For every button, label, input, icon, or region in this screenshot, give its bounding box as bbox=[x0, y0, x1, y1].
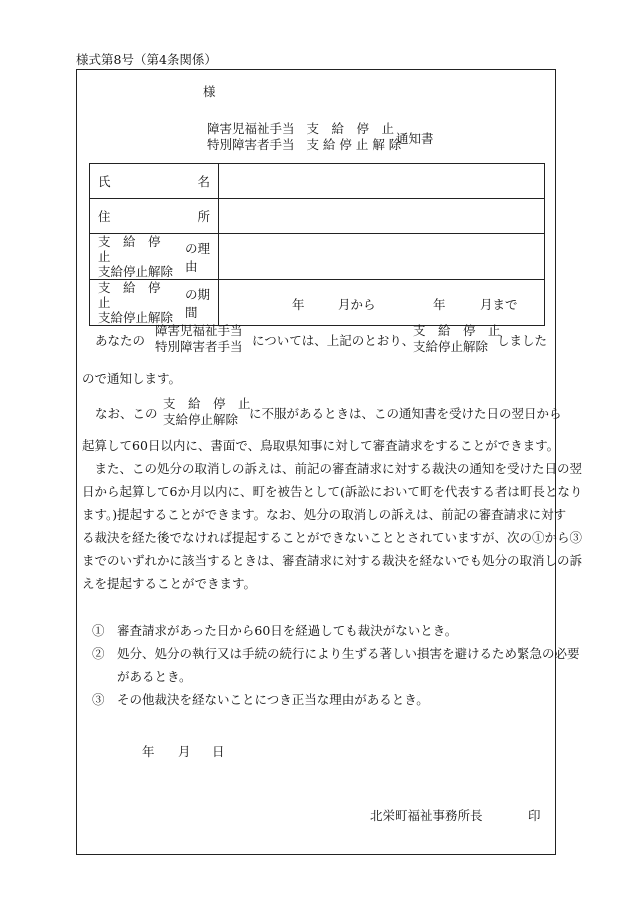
issuer-name: 北栄町福祉事務所長 bbox=[370, 808, 483, 823]
period-from-year: 年 bbox=[292, 296, 305, 312]
name-label-char-2: 名 bbox=[197, 174, 210, 189]
period-label-line2: 支給停止解除 bbox=[98, 310, 174, 325]
reason-field[interactable] bbox=[219, 234, 545, 280]
name-label bbox=[90, 164, 219, 199]
seal-mark: 印 bbox=[528, 808, 541, 823]
condition-item: ③ その他裁決を経ないことにつき正当な理由があるとき。 bbox=[92, 692, 429, 707]
lawsuit-line: る裁決を経た後でなければ提起することができないこととされていますが、次の①から③ bbox=[82, 530, 583, 545]
period-to-year: 年 bbox=[433, 296, 446, 312]
appeal-action-1: 支 給 停 止 bbox=[163, 396, 251, 411]
lawsuit-line: までのいずれかに該当するときは、審査請求に対する裁決を経ないでも処分の取消しの訴 bbox=[82, 553, 583, 568]
form-number: 様式第8号（第4条関係） bbox=[76, 52, 217, 67]
appeal-action bbox=[163, 396, 251, 428]
period-from-month: 月から bbox=[338, 296, 376, 312]
appeal-prefix: なお、この bbox=[95, 406, 158, 421]
title-action-2: 支 給 停 止 解 除 bbox=[306, 137, 402, 152]
period-field[interactable] bbox=[219, 280, 545, 326]
period-label bbox=[90, 280, 219, 326]
date-day: 日 bbox=[212, 744, 225, 759]
address-label-char-1: 住 bbox=[98, 209, 111, 224]
condition-item: ① 審査請求があった日から60日を経過しても裁決がないとき。 bbox=[92, 623, 458, 638]
period-label-line1: 支 給 停 止 bbox=[98, 280, 174, 310]
address-label-char-2: 所 bbox=[197, 209, 210, 224]
table-row-period bbox=[90, 280, 545, 326]
title-action-1: 支 給 停 止 bbox=[306, 121, 394, 136]
appeal-line2: 起算して60日以内に、書面で、鳥取県知事に対して審査請求をすることができます。 bbox=[82, 438, 560, 453]
notice-action-1: 支 給 停 止 bbox=[413, 323, 501, 338]
period-to-month: 月まで bbox=[480, 296, 518, 312]
notice-allowance-2: 特別障害者手当 bbox=[155, 339, 243, 354]
appeal-action-2: 支給停止解除 bbox=[163, 412, 239, 427]
address-label bbox=[90, 199, 219, 234]
lawsuit-line: 日から起算して6か月以内に、町を被告として(訴訟において町を代表する者は町長となり bbox=[82, 484, 583, 499]
title-allowance-2: 特別障害者手当 bbox=[207, 137, 295, 152]
date-month: 月 bbox=[178, 744, 191, 759]
notice-prefix: あなたの bbox=[95, 333, 146, 348]
lawsuit-line: ます。)提起することができます。なお、処分の取消しの訴えは、前記の審査請求に対す bbox=[82, 507, 567, 522]
table-row-name bbox=[90, 164, 545, 199]
date-year: 年 bbox=[142, 744, 155, 759]
notice-suffix: しました bbox=[497, 333, 548, 348]
lawsuit-line: また、この処分の取消しの訴えは、前記の審査請求に対する裁決の通知を受けた日の翌 bbox=[82, 461, 583, 476]
info-table bbox=[89, 163, 545, 326]
table-row-reason bbox=[90, 234, 545, 280]
addressee-suffix: 様 bbox=[203, 84, 216, 99]
address-field[interactable] bbox=[219, 199, 545, 234]
name-field[interactable] bbox=[219, 164, 545, 199]
appeal-suffix: に不服があるときは、この通知書を受けた日の翌日から bbox=[249, 406, 562, 421]
notice-action-2: 支給停止解除 bbox=[413, 339, 489, 354]
notice-action bbox=[413, 323, 501, 355]
period-label-suffix: の期間 bbox=[185, 286, 211, 320]
notice-line2: ので通知します。 bbox=[82, 371, 182, 386]
lawsuit-line: えを提起することができます。 bbox=[82, 576, 257, 591]
reason-label-line2: 支給停止解除 bbox=[98, 264, 174, 279]
title-allowance-1: 障害児福祉手当 bbox=[207, 121, 295, 136]
reason-label-suffix: の理由 bbox=[185, 240, 211, 274]
title-suffix: 通知書 bbox=[396, 131, 434, 146]
table-row-address bbox=[90, 199, 545, 234]
notice-allowance bbox=[155, 323, 243, 355]
reason-label-line1: 支 給 停 止 bbox=[98, 234, 174, 264]
condition-item: ② 処分、処分の執行又は手続の続行により生ずる著しい損害を避けるため緊急の必要 bbox=[92, 646, 580, 661]
name-label-char-1: 氏 bbox=[98, 174, 111, 189]
condition-item-continuation: があるとき。 bbox=[92, 669, 192, 684]
notice-middle: については、上記のとおり、 bbox=[252, 333, 415, 348]
notice-allowance-1: 障害児福祉手当 bbox=[155, 323, 243, 338]
title-block bbox=[207, 121, 401, 153]
reason-label bbox=[90, 234, 219, 280]
